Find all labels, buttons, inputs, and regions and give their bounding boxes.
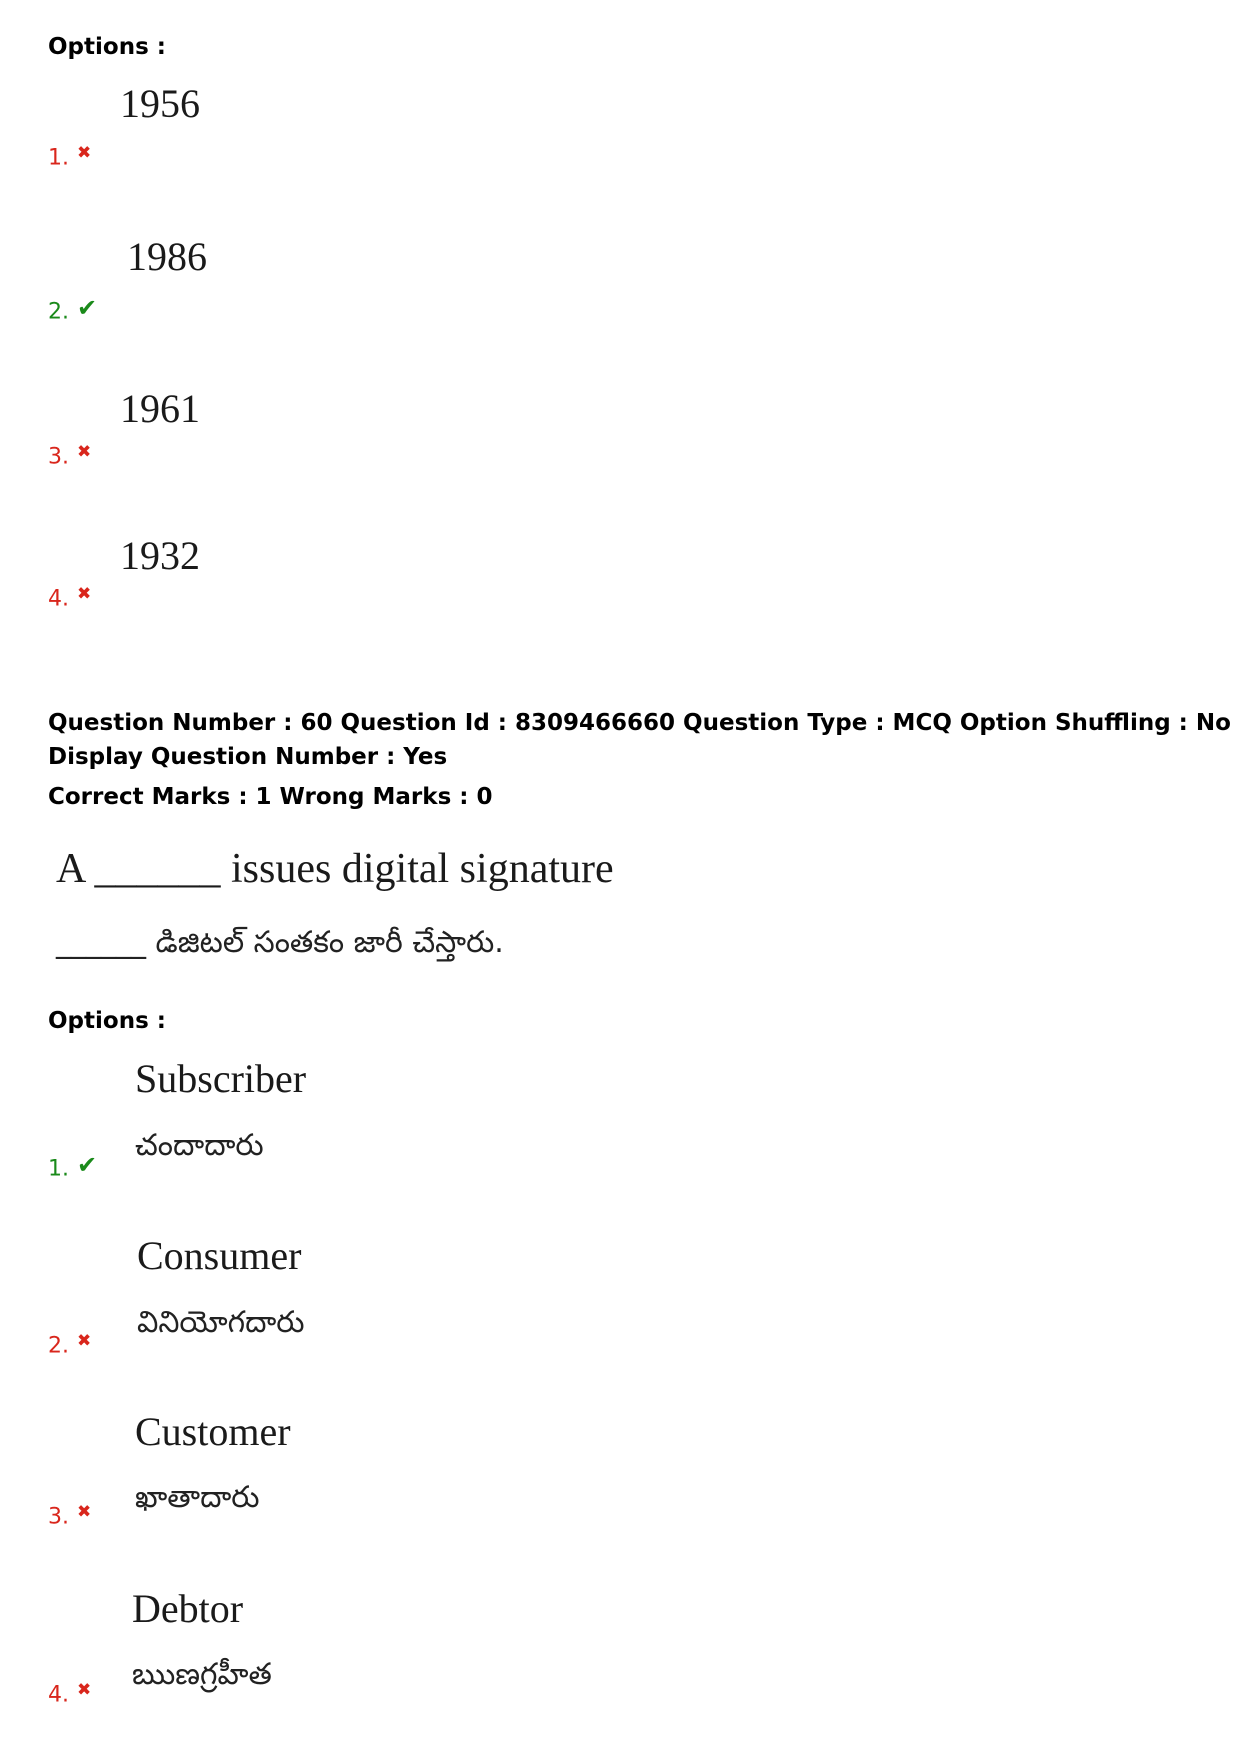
cross-icon: ✖ bbox=[77, 143, 92, 163]
option-text-telugu: ఋణగ్రహీత bbox=[132, 1657, 272, 1692]
option-number: 1. ✖ bbox=[48, 143, 92, 171]
option-text: 1961 bbox=[120, 386, 200, 431]
option-number: 2. ✖ bbox=[48, 1331, 92, 1359]
option-text: 1986 bbox=[127, 234, 207, 279]
cross-icon: ✖ bbox=[77, 1680, 92, 1700]
option-text: 1956 bbox=[120, 81, 200, 126]
options-label: Options : bbox=[48, 34, 166, 60]
check-icon: ✔ bbox=[77, 1151, 98, 1179]
question-text-english: A ______ issues digital signature bbox=[56, 846, 614, 892]
cross-icon: ✖ bbox=[77, 1331, 92, 1351]
option-text-telugu: వినియోగదారు bbox=[137, 1305, 305, 1340]
option-text-english: Consumer bbox=[137, 1233, 302, 1278]
cross-icon: ✖ bbox=[77, 584, 92, 604]
options-label: Options : bbox=[48, 1008, 166, 1034]
question-header-line2: Display Question Number : Yes bbox=[48, 744, 448, 770]
option-text: 1932 bbox=[120, 533, 200, 578]
option-text-english: Customer bbox=[135, 1409, 291, 1454]
option-number: 4. ✖ bbox=[48, 584, 92, 612]
option-number: 4. ✖ bbox=[48, 1680, 92, 1708]
option-number: 3. ✖ bbox=[48, 1502, 92, 1530]
option-text-telugu: ఖాతాదారు bbox=[135, 1480, 260, 1515]
option-number: 2. ✔ bbox=[48, 294, 98, 325]
check-icon: ✔ bbox=[77, 294, 98, 322]
question-text-telugu: ______ డిజిటల్ సంతకం జారీ చేస్తారు. bbox=[56, 925, 504, 960]
option-number: 1. ✔ bbox=[48, 1151, 98, 1182]
cross-icon: ✖ bbox=[77, 1502, 92, 1522]
option-text-english: Debtor bbox=[132, 1586, 244, 1631]
cross-icon: ✖ bbox=[77, 442, 92, 462]
marks-line: Correct Marks : 1 Wrong Marks : 0 bbox=[48, 784, 493, 810]
option-number: 3. ✖ bbox=[48, 442, 92, 470]
option-text-english: Subscriber bbox=[135, 1056, 307, 1101]
option-text-telugu: చందాదారు bbox=[135, 1128, 264, 1163]
question-header-line1: Question Number : 60 Question Id : 8309466660 Question Type : MCQ Option Shuffling : No bbox=[48, 710, 1231, 736]
